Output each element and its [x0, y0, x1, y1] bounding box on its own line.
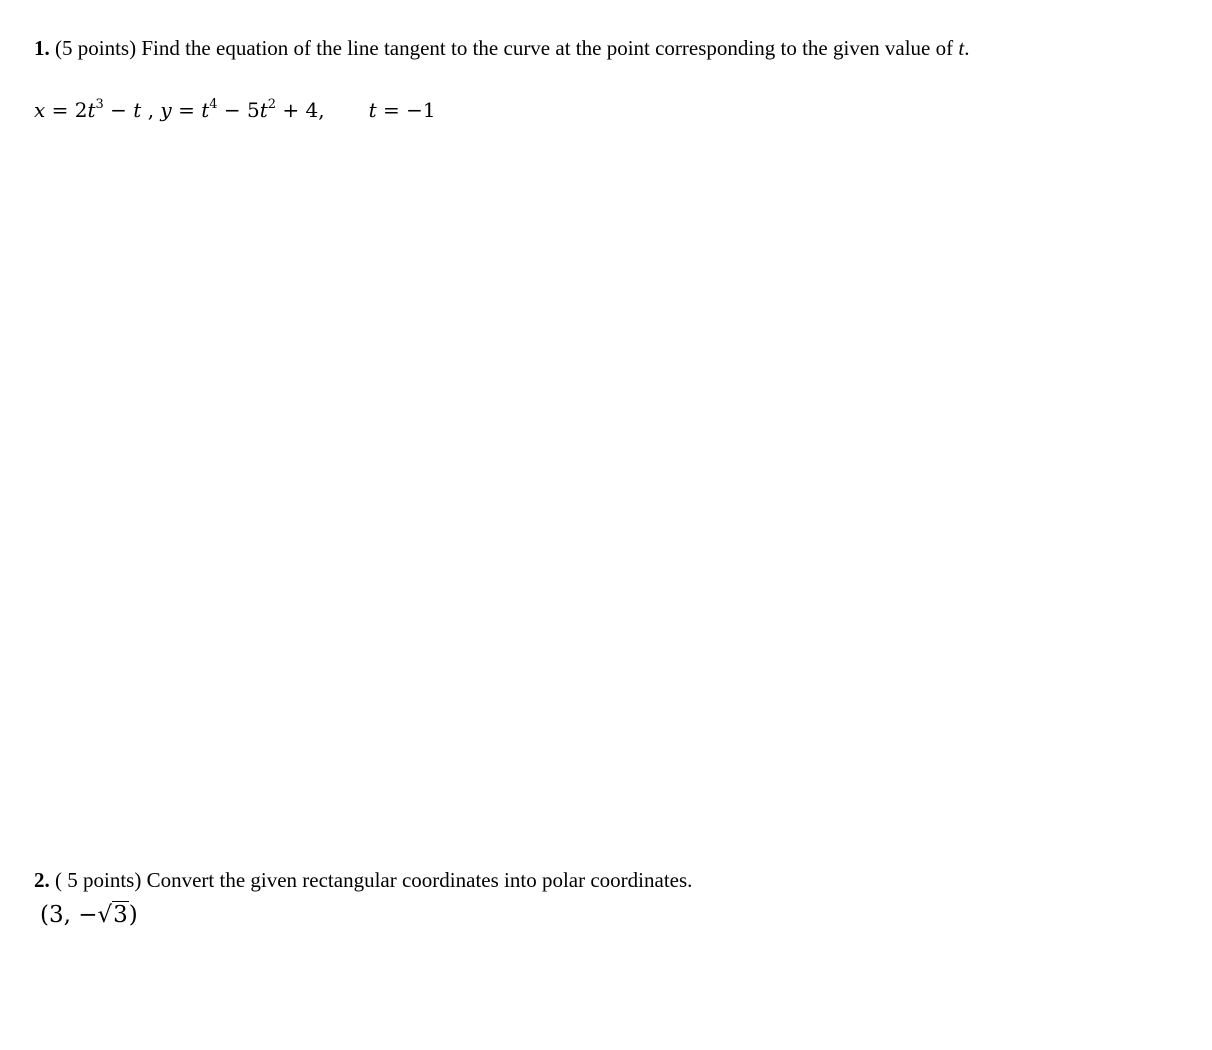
eq-exponent: 2: [267, 97, 277, 112]
eq-part: ,: [141, 98, 161, 122]
eq-part: −: [103, 98, 134, 122]
eq-t-var: t: [259, 98, 268, 122]
eq-part: =: [171, 98, 202, 122]
question-1-number: 1.: [34, 36, 50, 60]
eq-part: = 2: [45, 98, 88, 122]
eq-exponent: 3: [95, 97, 104, 112]
sqrt-expression: [98, 900, 129, 930]
sqrt-symbol: √: [97, 902, 113, 928]
question-2-coordinates: [40, 900, 138, 930]
eq-part: = −1: [376, 98, 436, 122]
question-1-end-punct: .: [964, 36, 970, 60]
sqrt-radicand: 3: [113, 902, 128, 928]
eq-exponent: 4: [209, 97, 218, 112]
eq-t-var: t: [201, 98, 210, 122]
question-1-text: (5 points) Find the equation of the line tangent to the curve at the point corresponding to the given value of: [55, 36, 954, 60]
question-2-prompt: [34, 867, 692, 893]
question-1-prompt: [34, 35, 969, 61]
eq-t-var: t: [368, 98, 377, 122]
coord-close: ): [128, 902, 138, 928]
question-2-text: ( 5 points) Convert the given rectangular coordinates into polar coordinates.: [55, 868, 693, 892]
question-2-number: 2.: [34, 868, 50, 892]
eq-part: − 5: [217, 98, 260, 122]
question-1-equation: [34, 96, 436, 124]
eq-t-var: t: [87, 98, 96, 122]
coord-open: (3, −: [40, 902, 98, 928]
eq-y-var: y: [160, 98, 172, 122]
eq-x-var: x: [34, 98, 46, 122]
eq-t-var: t: [133, 98, 142, 122]
question-1-variable: t: [958, 36, 965, 60]
eq-part: + 4,: [276, 98, 325, 122]
